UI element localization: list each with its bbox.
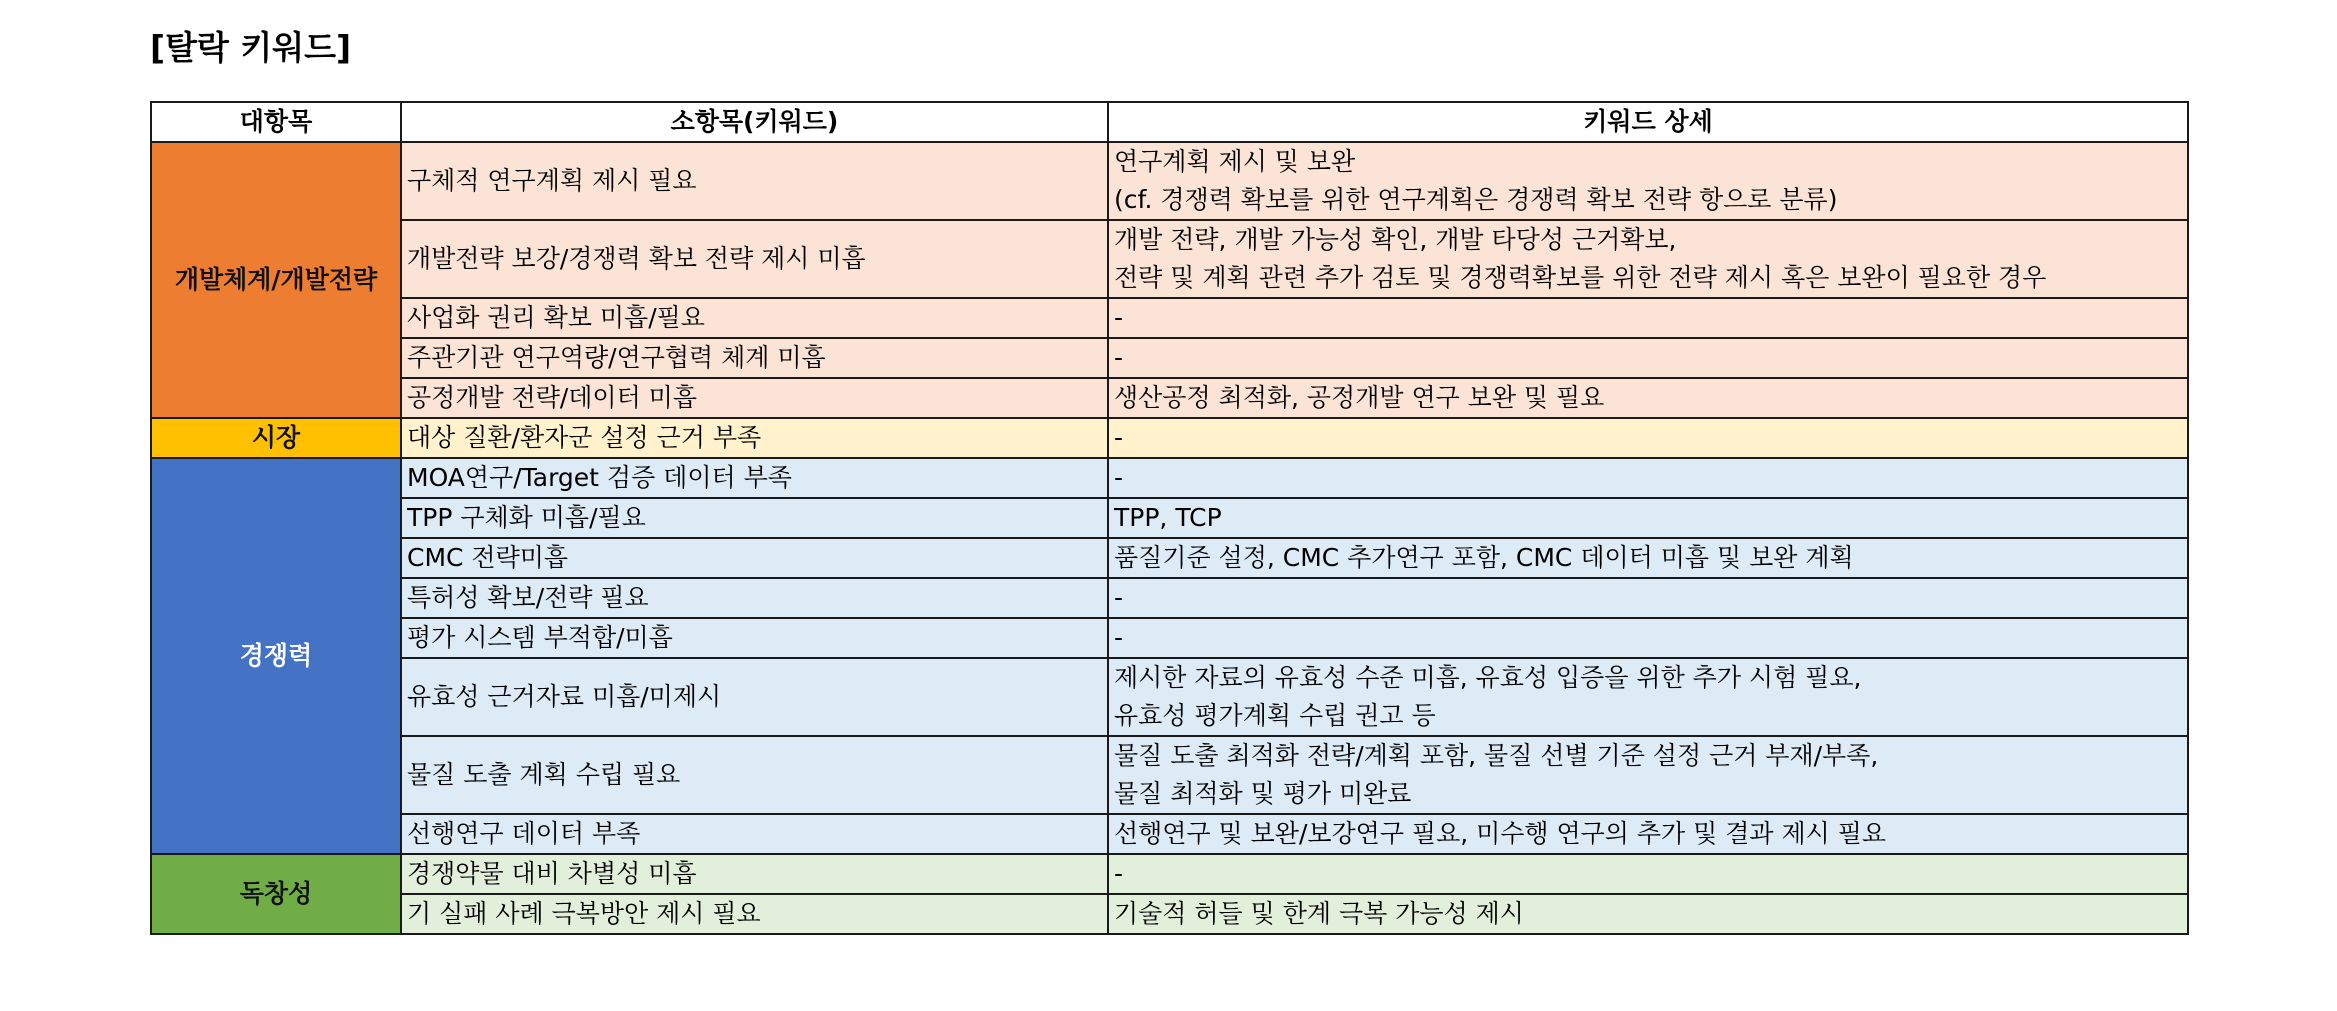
keyword-cell: 공정개발 전략/데이터 미흡	[401, 378, 1108, 418]
detail-cell: -	[1108, 854, 2188, 894]
keyword-cell: 선행연구 데이터 부족	[401, 814, 1108, 854]
keyword-cell: 평가 시스템 부적합/미흡	[401, 618, 1108, 658]
detail-line: (cf. 경쟁력 확보를 위한 연구계획은 경쟁력 확보 전략 항으로 분류)	[1114, 185, 1838, 214]
detail-cell	[1108, 220, 2188, 298]
keyword-cell: 대상 질환/환자군 설정 근거 부족	[401, 418, 1108, 458]
detail-line: 전략 및 계획 관련 추가 검토 및 경쟁력확보를 위한 전략 제시 혹은 보완이 필요한 경우	[1114, 263, 2047, 292]
keyword-cell: 특허성 확보/전략 필요	[401, 578, 1108, 618]
detail-cell: -	[1108, 618, 2188, 658]
detail-cell: -	[1108, 298, 2188, 338]
detail-line: 연구계획 제시 및 보완	[1114, 147, 1356, 176]
detail-cell: 생산공정 최적화, 공정개발 연구 보완 및 필요	[1108, 378, 2188, 418]
detail-line: 개발 전략, 개발 가능성 확인, 개발 타당성 근거확보,	[1114, 225, 1677, 254]
detail-cell: 품질기준 설정, CMC 추가연구 포함, CMC 데이터 미흡 및 보완 계획	[1108, 538, 2188, 578]
keyword-table	[150, 101, 2189, 935]
table-row	[151, 498, 2188, 538]
table-row	[151, 894, 2188, 934]
table-row	[151, 418, 2188, 458]
table-row	[151, 854, 2188, 894]
keyword-cell: 물질 도출 계획 수립 필요	[401, 736, 1108, 814]
keyword-cell: 기 실패 사례 극복방안 제시 필요	[401, 894, 1108, 934]
header-major-category: 대항목	[151, 102, 401, 142]
table-row	[151, 142, 2188, 220]
detail-line: 유효성 평가계획 수립 권고 등	[1114, 701, 1436, 730]
table-row	[151, 220, 2188, 298]
keyword-cell: 주관기관 연구역량/연구협력 체계 미흡	[401, 338, 1108, 378]
keyword-cell: 구체적 연구계획 제시 필요	[401, 142, 1108, 220]
table-row	[151, 298, 2188, 338]
detail-line: 제시한 자료의 유효성 수준 미흡, 유효성 입증을 위한 추가 시험 필요,	[1114, 663, 1862, 692]
header-keyword: 소항목(키워드)	[401, 102, 1108, 142]
table-row	[151, 338, 2188, 378]
keyword-cell: 개발전략 보강/경쟁력 확보 전략 제시 미흡	[401, 220, 1108, 298]
detail-cell: 기술적 허들 및 한계 극복 가능성 제시	[1108, 894, 2188, 934]
detail-line: 물질 최적화 및 평가 미완료	[1114, 779, 1412, 808]
category-market: 시장	[151, 418, 401, 458]
table-row	[151, 658, 2188, 736]
category-originality: 독창성	[151, 854, 401, 934]
page-title: [탈락 키워드]	[150, 28, 352, 67]
table-row	[151, 736, 2188, 814]
table-row	[151, 378, 2188, 418]
keyword-cell: CMC 전략미흡	[401, 538, 1108, 578]
category-competitiveness: 경쟁력	[151, 458, 401, 854]
table-row	[151, 458, 2188, 498]
keyword-cell: TPP 구체화 미흡/필요	[401, 498, 1108, 538]
detail-cell	[1108, 736, 2188, 814]
detail-cell: TPP, TCP	[1108, 498, 2188, 538]
table-row	[151, 814, 2188, 854]
detail-cell: -	[1108, 458, 2188, 498]
keyword-cell: MOA연구/Target 검증 데이터 부족	[401, 458, 1108, 498]
detail-cell	[1108, 142, 2188, 220]
detail-cell: 선행연구 및 보완/보강연구 필요, 미수행 연구의 추가 및 결과 제시 필요	[1108, 814, 2188, 854]
table-row	[151, 538, 2188, 578]
detail-cell: -	[1108, 578, 2188, 618]
detail-cell	[1108, 658, 2188, 736]
table-row	[151, 578, 2188, 618]
table-body	[151, 142, 2188, 934]
category-dev-strategy: 개발체계/개발전략	[151, 142, 401, 418]
detail-line: 물질 도출 최적화 전략/계획 포함, 물질 선별 기준 설정 근거 부재/부족,	[1114, 741, 1879, 770]
detail-cell: -	[1108, 338, 2188, 378]
keyword-cell: 유효성 근거자료 미흡/미제시	[401, 658, 1108, 736]
keyword-cell: 사업화 권리 확보 미흡/필요	[401, 298, 1108, 338]
header-keyword-detail: 키워드 상세	[1108, 102, 2188, 142]
table-row	[151, 618, 2188, 658]
table-header-row	[151, 102, 2188, 142]
keyword-cell: 경쟁약물 대비 차별성 미흡	[401, 854, 1108, 894]
detail-cell: -	[1108, 418, 2188, 458]
